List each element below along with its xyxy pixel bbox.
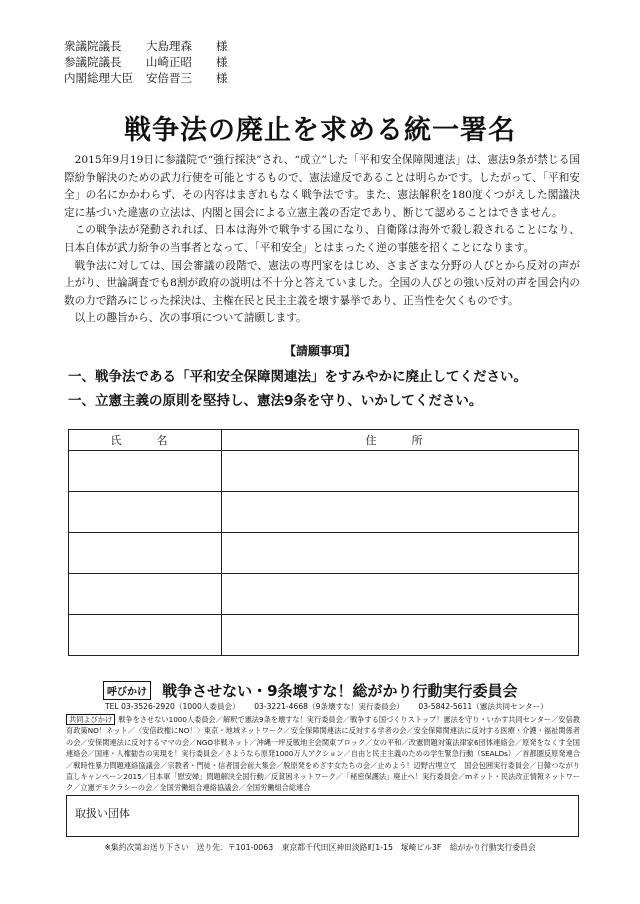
- addressee-row: [64, 38, 228, 54]
- address-cell[interactable]: [222, 451, 579, 492]
- co-organizer-list: 戦争をさせない1000人委員会／解釈で憲法9条を壊すな！実行委員会／戦争する国づくりストップ！憲法を守り・いかす共同センター／安倍教育政策NO！ネット／〈安倍政権にNO！〉東京・地域ネットワーク／安全保障関連法に反対する学者の会／安全保障関連法に反対する医療・介護・福祉関係者の会／安保関連法に反対するママの会／NGO非戦ネット／沖縄一坪反戦地主会関東ブロック／女の平和／改憲問題対策法律家6団体連絡会／原発をなくす全国連絡会／国連・人権勧告の実現を！実行委員会／さようなら原発1000万人アクション／自由と民主主義のための学生緊急行動（SEALDs）／首都圏反原発連合／戦時性暴力問題連絡協議会／宗教者・門徒・信者国会前大集会／脱原発をめざす女たちの会／止めよう！辺野古埋立て 国会包囲実行委員会／日韓つながり直しキャンペーン2015／日本軍「慰安婦」問題解決全国行動／反貧困ネットワーク／「秘密保護法」廃止へ！実行委員会／mネット・民法改正情報ネットワーク／立憲デモクラシーの会／全国労働組合連絡協議会／全国労働組合総連合: [66, 715, 580, 793]
- co-organizers: [66, 714, 580, 794]
- address-cell[interactable]: [222, 574, 579, 615]
- addressee-list: [64, 38, 228, 86]
- name-cell[interactable]: [69, 451, 222, 492]
- body-paragraph: 戦争法に対しては、国会審議の段階で、憲法の専門家をはじめ、さまざまな分野の人びとから反対の声が上がり、世論調査でも8割が政府の説明は不十分と答えていました。全国の人びとの強い反対の声を国会内の数の力で踏みにじった採決は、主権在民と民主主義を壊す暴挙であり、正当性を欠くものです。: [64, 259, 580, 307]
- petition-title: 戦争法の廃止を求める統一署名: [124, 115, 516, 146]
- signature-table: [68, 429, 579, 656]
- footer-address: 東京都千代田区神田淡路町1-15 塚崎ビル3F: [281, 843, 442, 852]
- request-heading: 【請願事項】: [283, 344, 356, 358]
- addressee-honorific: 様: [216, 71, 228, 85]
- body-paragraph: 以上の趣旨から、次の事項について請願します。: [74, 312, 307, 325]
- signature-row: [69, 615, 579, 656]
- body-paragraph: 2015年9月19日に参議院で“強行採決”され、“成立”した「平和安全保障関連法」は、憲法9条が禁じる国際紛争解決のための武力行使を可能とするもので、憲法違反であることは明らかです。したがって、「平和安全」の名にかかわらず、その内容はまぎれもなく戦争法です。また、憲法解釈を180度くつがえした閣議決定に基づいた違憲の立法は、内閣と国会による立憲主義の否定であり、断じて認めることはできません。: [64, 154, 580, 219]
- signature-row: [69, 451, 579, 492]
- address-cell[interactable]: [222, 492, 579, 533]
- signature-row: [69, 574, 579, 615]
- signature-row: [69, 492, 579, 533]
- name-cell[interactable]: [69, 492, 222, 533]
- addressee-honorific: 様: [216, 39, 228, 53]
- addressee-title: 内閣総理大臣: [64, 71, 133, 85]
- contact-phone: 03-3221-4668（9条壊すな！実行委員会）: [254, 702, 404, 711]
- addressee-row: [64, 54, 228, 70]
- organizer-block: [103, 680, 518, 701]
- address-cell[interactable]: [222, 533, 579, 574]
- organizer-name: 戦争させない・9条壊すな！総がかり行動実行委員会: [162, 682, 518, 700]
- handling-label: 取扱い団体: [75, 807, 130, 820]
- body-paragraph: この戦争法が発動されれば、日本は海外で戦争する国になり、自衛隊は海外で殺し殺されることになり、日本自体が武力紛争の当事者となって、「平和安全」とはまったく逆の事態を招くことになります。: [64, 224, 580, 254]
- name-cell[interactable]: [69, 533, 222, 574]
- petition-body: [64, 152, 580, 328]
- signature-row: [69, 533, 579, 574]
- handling-organization-box[interactable]: [66, 795, 579, 837]
- contact-phone: 03-5842-5611（憲法共同センター）: [418, 702, 548, 711]
- name-cell[interactable]: [69, 574, 222, 615]
- addressee-name: 大島理森: [146, 39, 192, 53]
- addressee-row: [64, 70, 228, 86]
- organizer-label: 呼びかけ: [103, 681, 151, 700]
- name-column-header: 氏 名: [69, 430, 222, 451]
- request-item: 一、戦争法である「平和安全保障関連法」をすみやかに廃止してください。: [68, 369, 527, 385]
- addressee-name: 安倍晋三: [146, 71, 192, 85]
- address-column-header: 住 所: [222, 430, 579, 451]
- contact-phone: TEL 03-3526-2920（1000人委員会）: [105, 702, 240, 711]
- addressee-title: 衆議院議長: [64, 39, 122, 53]
- footer-recipient: 総がかり行動実行委員会: [449, 843, 536, 852]
- request-list: [68, 365, 527, 413]
- footer-note: ※集約次第お送り下さい 送り先：〒101-0063: [104, 843, 274, 852]
- signature-header-row: [69, 430, 579, 451]
- addressee-honorific: 様: [216, 55, 228, 69]
- addressee-title: 参議院議長: [64, 55, 122, 69]
- organizer-contacts: [105, 701, 560, 712]
- request-item: 一、立憲主義の原則を堅持し、憲法9条を守り、いかしてください。: [68, 393, 483, 409]
- mailing-footer: [0, 842, 640, 853]
- co-organizer-label: 共同よびかけ: [66, 714, 115, 725]
- addressee-name: 山崎正昭: [146, 55, 192, 69]
- name-cell[interactable]: [69, 615, 222, 656]
- address-cell[interactable]: [222, 615, 579, 656]
